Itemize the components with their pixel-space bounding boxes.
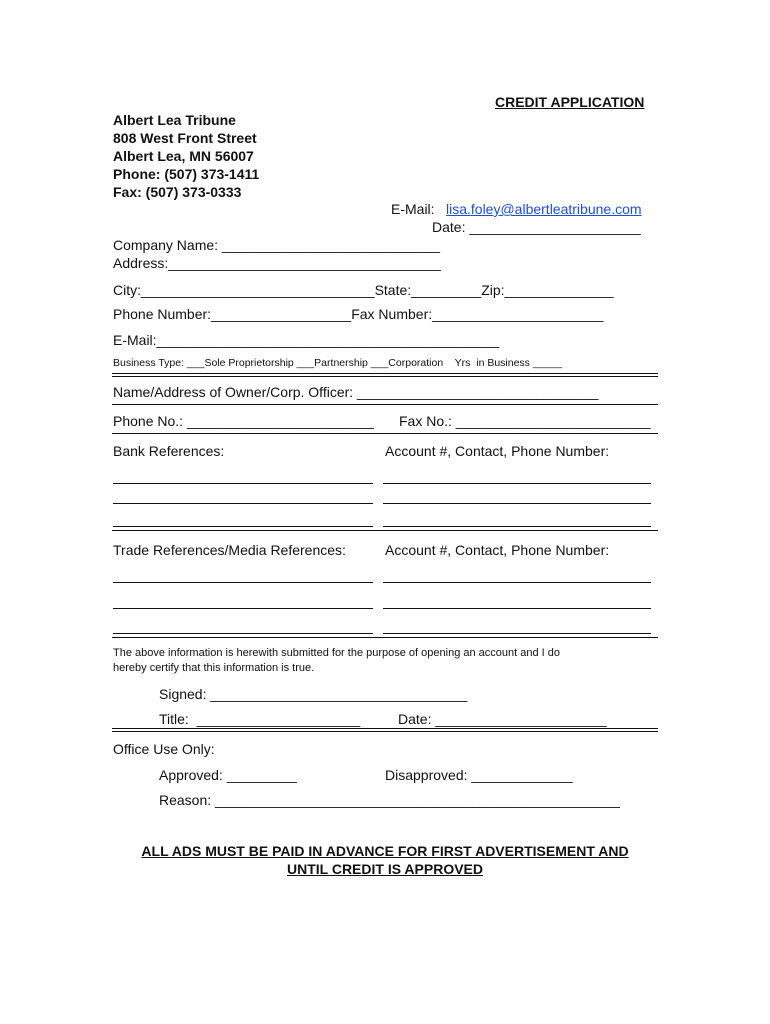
email-label: E-Mail: xyxy=(391,201,435,217)
certify-text-1: The above information is herewith submitted for the purpose of opening an account and I do xyxy=(113,647,561,659)
org-city: Albert Lea, MN 56007 xyxy=(113,148,254,164)
owner-phone-field[interactable]: Phone No.: ________________________ xyxy=(113,413,374,429)
phone-fax-field[interactable]: Phone Number:__________________Fax Number:______________________ xyxy=(113,306,604,322)
bank-account-line[interactable] xyxy=(383,483,651,484)
trade-account-line[interactable] xyxy=(383,582,651,583)
cert-date-field[interactable]: Date: ______________________ xyxy=(398,711,607,727)
owner-fax-field[interactable]: Fax No.: _________________________ xyxy=(399,413,651,429)
divider xyxy=(112,637,658,638)
bank-account-label: Account #, Contact, Phone Number: xyxy=(385,443,610,459)
office-use-heading: Office Use Only: xyxy=(113,741,215,757)
address-field[interactable]: Address:___________________________________ xyxy=(113,255,441,271)
notice-line-2: UNTIL CREDIT IS APPROVED xyxy=(286,861,484,877)
trade-ref-line[interactable] xyxy=(113,633,373,634)
bank-ref-line[interactable] xyxy=(113,526,373,527)
approved-field[interactable]: Approved: _________ xyxy=(159,767,297,783)
certify-text-2: hereby certify that this information is true. xyxy=(113,662,315,674)
trade-account-line[interactable] xyxy=(383,608,651,609)
email-field[interactable]: E-Mail:____________________________________________ xyxy=(113,332,500,348)
divider xyxy=(112,404,658,405)
bank-references-label: Bank References: xyxy=(113,443,225,459)
bank-account-line[interactable] xyxy=(383,526,651,527)
org-fax: Fax: (507) 373-0333 xyxy=(113,184,242,200)
company-name-field[interactable]: Company Name: ____________________________ xyxy=(113,237,440,253)
reason-field[interactable]: Reason: ____________________________________________________ xyxy=(159,792,620,808)
trade-ref-line[interactable] xyxy=(113,608,373,609)
trade-references-label: Trade References/Media References: xyxy=(113,542,346,558)
trade-account-line[interactable] xyxy=(383,633,651,634)
divider xyxy=(112,728,658,732)
org-phone: Phone: (507) 373-1411 xyxy=(113,166,260,182)
signed-field[interactable]: Signed: _________________________________ xyxy=(159,686,468,702)
form-title: CREDIT APPLICATION xyxy=(495,94,645,110)
owner-name-address-field[interactable]: Name/Address of Owner/Corp. Officer: _______________________________ xyxy=(113,384,599,400)
org-name: Albert Lea Tribune xyxy=(113,112,236,128)
title-field[interactable]: Title: _____________________ xyxy=(159,711,361,727)
divider xyxy=(112,530,658,531)
disapproved-field[interactable]: Disapproved: _____________ xyxy=(385,767,573,783)
bank-account-line[interactable] xyxy=(383,503,651,504)
trade-ref-line[interactable] xyxy=(113,582,373,583)
notice-line-1: ALL ADS MUST BE PAID IN ADVANCE FOR FIRST ADVERTISEMENT AND xyxy=(141,843,629,859)
divider xyxy=(112,433,658,434)
org-street: 808 West Front Street xyxy=(113,130,257,146)
email-link[interactable]: lisa.foley@albertleatribune.com xyxy=(446,201,642,217)
date-field[interactable]: Date: ______________________ xyxy=(432,219,641,235)
divider xyxy=(112,373,658,377)
city-state-zip-field[interactable]: City:______________________________State:_________Zip:______________ xyxy=(113,282,614,298)
bank-ref-line[interactable] xyxy=(113,503,373,504)
bank-ref-line[interactable] xyxy=(113,483,373,484)
trade-account-label: Account #, Contact, Phone Number: xyxy=(385,542,610,558)
business-type-field[interactable]: Business Type: ___Sole Proprietorship ___Partnership ___Corporation Yrs in Business _____ xyxy=(113,357,563,369)
